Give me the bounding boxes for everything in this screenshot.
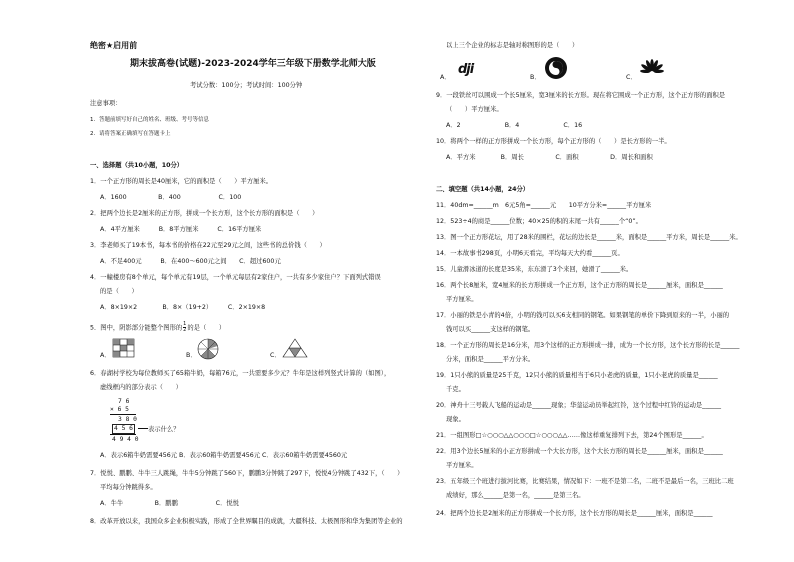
q5-label-c: C．	[270, 352, 281, 359]
q9-options: A．2 B．4 C．16	[446, 122, 583, 129]
q8: 8．改革开放以来，我国众多企业积极实践，形成了全世界瞩目的成就，大疆科技、太极图形和华为集团等企业的	[90, 518, 403, 525]
exam-info: 考试分数：100分；考试时间：100分钟	[190, 82, 303, 89]
q17-cont: 钱可以买______支这样的钢笔。	[446, 326, 535, 333]
mult-row-3: 3 8 0	[118, 416, 137, 423]
q9: 9．一段铁丝可以围成一个长5厘米，宽3厘米的长方形。现在将它围成一个正方形，这个正方形的面积是	[436, 92, 726, 99]
q6: 6．春湖村学校为每位教师买了65箱牛奶，每箱76元，一共需要多少元？牛年是这样列竖式计算的（如图），	[90, 370, 391, 377]
q21: 21．一组图形□☆○○○△△○○○□☆○○○△△……像这样重复排列下去，第24个图形是______。	[436, 432, 708, 439]
q5-fraction-den: 2	[183, 327, 187, 333]
q2-options: A．4平方厘米 B．8平方厘米 C．16平方厘米	[100, 226, 262, 233]
logo-label-a: A．	[440, 74, 451, 81]
q22-cont: 平方厘米。	[446, 462, 478, 469]
q18: 18．一个正方形的周长是16分米，用3个这样的正方形拼成一排，成为一个长方形，这个长方形的长是______	[436, 342, 740, 349]
q1: 1．一个正方形的周长是40厘米，它的面积是（ ）平方厘米。	[90, 178, 273, 185]
q10: 10．将两个一样的正方形拼成一个长方形，每个正方形的（ ）是长方形的一半。	[436, 138, 671, 145]
q10-options: A．平方米 B．周长 C．面积 D．周长和面积	[446, 154, 653, 161]
section-fill: 二、填空题（共14小题，24分）	[436, 186, 530, 193]
arrow-line	[138, 428, 148, 429]
exam-title: 期末拔高卷(试题)-2023-2024学年三年级下册数学北师大版	[130, 59, 376, 69]
q20-cont: 现象。	[446, 416, 465, 423]
q5-fraction	[183, 322, 186, 333]
q23: 23．五年级三个班进行拔河比赛，比赛结果，情况如下：一班不是第二名，二班不是最后一名，三班比二班	[436, 478, 734, 485]
q16-cont: 平方厘米。	[446, 296, 478, 303]
mult-line-2	[110, 434, 136, 435]
q9-cont: （ ）平方厘米。	[446, 106, 503, 113]
note-1: 1．答题前填写好自己的姓名、班级、考号等信息	[90, 117, 210, 123]
q1-options: A．1600 B．400 C．100	[100, 194, 242, 201]
grid-shade	[120, 345, 127, 351]
circle-spokes	[198, 339, 218, 359]
q14: 14．一本故事书298页，小明6天看完，平均每天大约看______页。	[436, 250, 624, 257]
q4-cont: 的是（ ）	[100, 288, 138, 295]
q5	[90, 322, 225, 333]
q5-figure-a	[112, 338, 136, 358]
confidential-mark: 绝密★启用前	[90, 41, 138, 50]
q5-label-b: B．	[186, 352, 197, 359]
q18-cont: 分米，面积是______平方分米。	[446, 356, 535, 363]
section-choice: 一、选择题（共10小题，10分）	[90, 162, 184, 169]
q5-post: 的是（ ）	[187, 324, 226, 332]
q5-label-a: A．	[100, 352, 111, 359]
q12: 12．523÷4的商是______位数；40×25的积的末尾一共有______个“0”。	[436, 218, 642, 225]
q7-cont: 平均每分钟跳得多。	[100, 484, 157, 491]
q6-cont: 虚线框内的部分表示（ ）	[100, 384, 182, 391]
q20: 20．神舟十三号载人飞船的运动是______现象；华蓥运动员举起红铃，这个过程中红铃的运动是______	[436, 402, 722, 409]
q3: 3．李老师买了19本书，每本书的价格在22元至29元之间，这些书的总价钱（ ）	[90, 242, 326, 249]
grid-shade	[127, 339, 134, 345]
q16: 16．两个长8厘米，宽4厘米的长方形拼成一个正方形，这个正方形的周长是______厘米，面积是______	[436, 282, 723, 289]
q2: 2．把两个边长是2厘米的正方形，拼成一个长方形，这个长方形的面积是（ ）	[90, 210, 319, 217]
q13: 13．图一个正方形花坛，用了28米的围栏，花坛的边长是______米，面积是______平方米，周长是______米。	[436, 234, 742, 241]
huawei-logo-icon	[640, 58, 664, 80]
notes-header: 注意事项：	[90, 100, 122, 107]
mult-row-1: 7 6	[118, 398, 130, 405]
mult-row-2: × 6 5	[110, 406, 129, 413]
q5-figure-c	[282, 338, 308, 358]
q19-cont: 千克。	[446, 386, 465, 393]
q24: 24．把两个边长是2厘米的正方形拼成一个长方形，这个长方形的周长是______厘米，面积是______	[436, 510, 713, 517]
logo-label-b: B．	[530, 74, 541, 81]
q11: 11．40dm=______m 6元5角=______元 10平方分米=______平方厘米	[436, 202, 652, 209]
q19: 19．1只小熊的质量是25千克，12只小熊的质量相当于6只小老虎的质量，1只小老虎的质量是______	[436, 372, 718, 379]
q7: 7．悦悦、鹏鹏、牛牛三人跳绳，牛牛5分钟跳了560下，鹏鹏3分钟跳了297下，悦悦4分钟跳了432下，（ ）	[90, 470, 404, 477]
q23-cont: 成绩好，那么______是第一名，______是第三名。	[446, 492, 585, 499]
grid-shade	[113, 339, 120, 345]
ask-label: 表示什么？	[148, 426, 180, 433]
q17: 17．小丽的铁是小青的4倍，小明的钱可以买6支相同的钢笔。如果钢笔的单价下降到原来的一半，小丽的	[436, 312, 730, 319]
taiji-logo-icon	[544, 56, 568, 80]
mult-line-1	[110, 414, 136, 415]
q4-options: A．8×19×2 B．8×（19+2） C．2×19×8	[100, 304, 266, 311]
mult-row-4-boxed: 4 5 6	[114, 425, 133, 432]
q3-options: A．不足400元 B．在400～600元之间 C．超过600元	[100, 258, 281, 265]
q5-fraction-num: 1	[183, 321, 187, 327]
mult-row-5: 4 9 4 0	[112, 436, 139, 443]
q5-figure-b	[197, 338, 219, 360]
q15: 15．儿童滑冰道的长度是35米，东东滑了3个来回，她滑了______米。	[436, 266, 633, 273]
logo-label-c: C．	[626, 74, 637, 81]
q22: 22．用3个边长5厘米的小正方形拼成一个大长方形，这个大长方形的周长是______厘米，面积是______	[436, 448, 723, 455]
note-2: 2．请将答案正确填写在答题卡上	[90, 131, 171, 137]
q4: 4．一幢楼房有8个单元，每个单元有19层，一个单元每层有2家住户，一共有多少家住户？下面列式错误	[90, 274, 381, 281]
grid-shade	[113, 351, 120, 357]
dji-logo: dji	[458, 62, 474, 77]
q6-options: A．表示6箱牛奶需要456元 B．表示60箱牛奶需要456元 C．表示60箱牛奶需要4560元	[100, 452, 348, 459]
logo-question: 以上三个企业的标志是轴对称图形的是（ ）	[446, 42, 579, 49]
q5-pre: 5．图中，阴影部分能整个图形的	[90, 324, 183, 332]
q7-options: A．牛牛 B．鹏鹏 C．悦悦	[100, 500, 239, 507]
